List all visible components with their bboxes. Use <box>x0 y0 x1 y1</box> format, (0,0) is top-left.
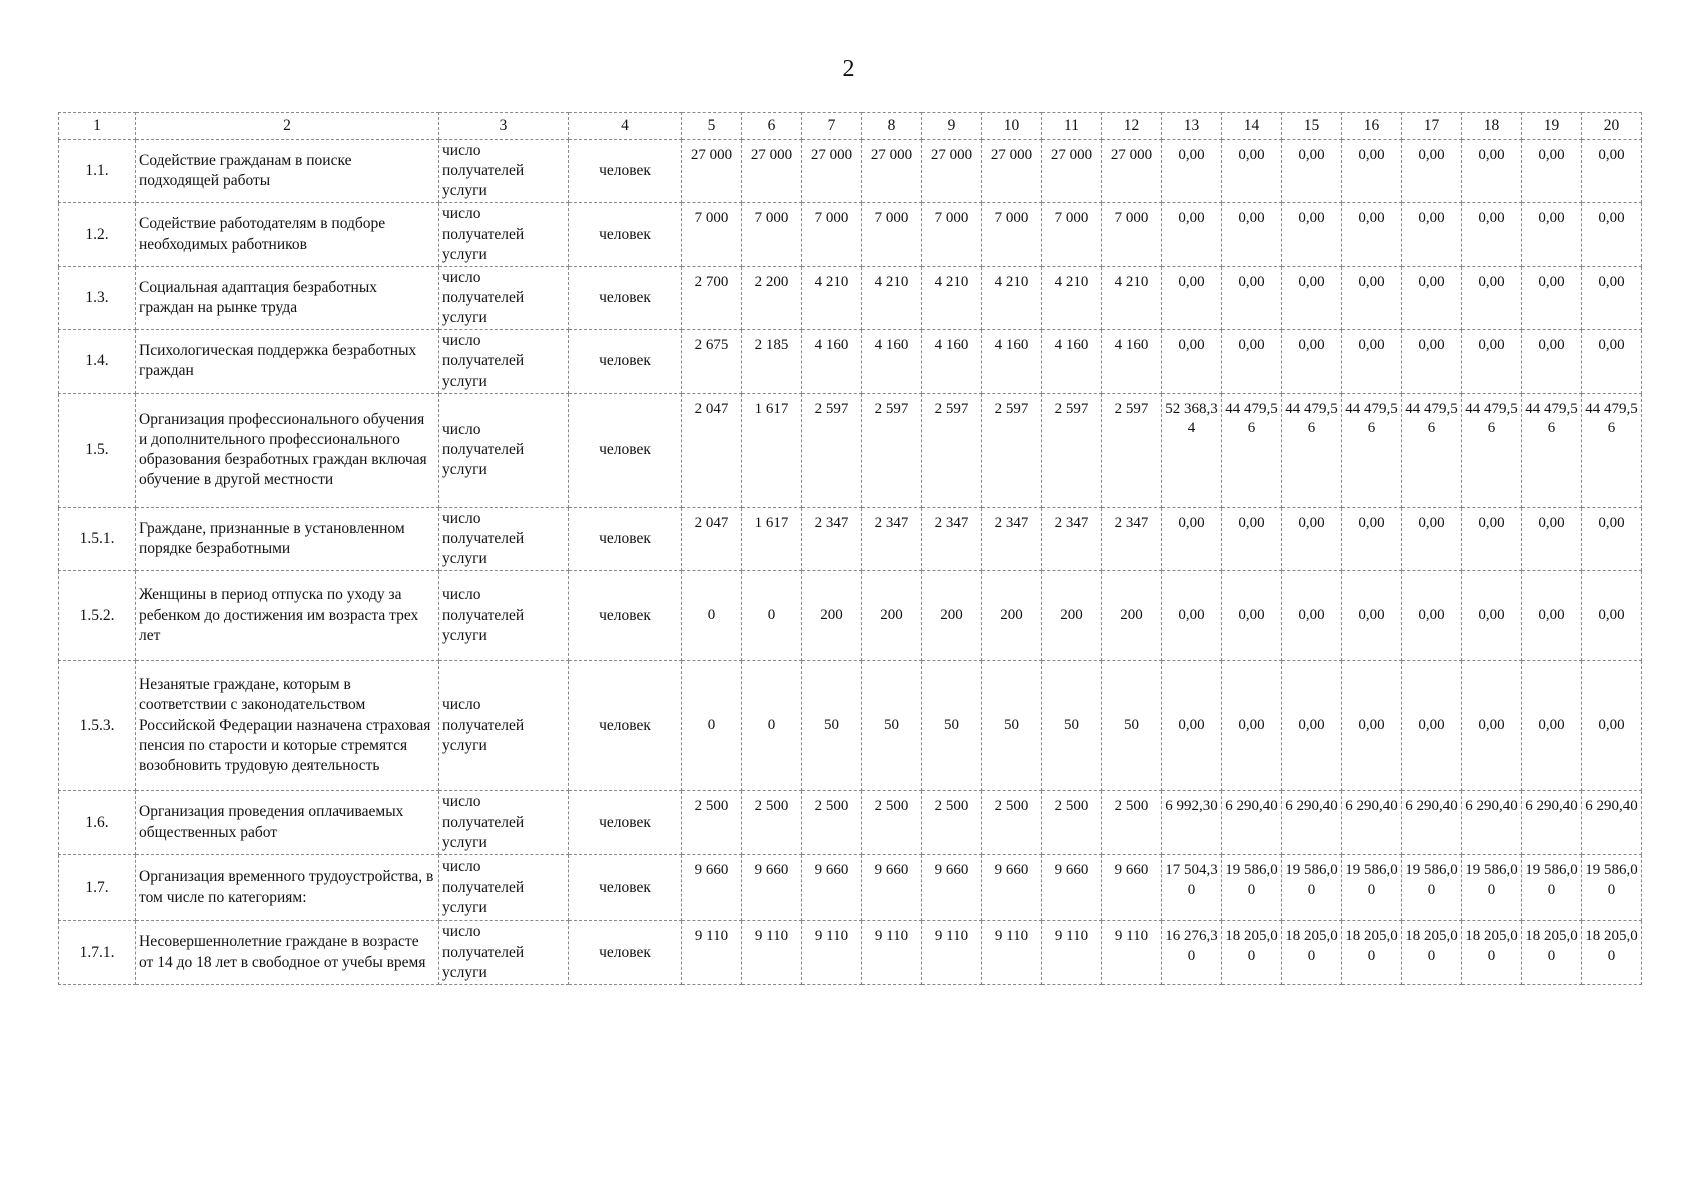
value-cell: 18 205,00 <box>1342 921 1402 985</box>
row-code: 1.5.2. <box>59 571 136 661</box>
value-cell: 1 617 <box>742 393 802 507</box>
value-cell: 0,00 <box>1162 203 1222 266</box>
column-number-header: 20 <box>1582 113 1642 140</box>
value-cell: 19 586,00 <box>1462 855 1522 921</box>
row-code: 1.7.1. <box>59 921 136 985</box>
value-cell: 0,00 <box>1522 330 1582 393</box>
value-cell: 0,00 <box>1162 140 1222 203</box>
value-cell: 2 597 <box>982 393 1042 507</box>
column-number-header: 8 <box>862 113 922 140</box>
table-row <box>59 140 1642 203</box>
value-cell: 0,00 <box>1402 203 1462 266</box>
unit-of-measure: человек <box>569 661 682 791</box>
value-cell: 0,00 <box>1522 507 1582 570</box>
value-cell: 2 200 <box>742 266 802 329</box>
value-cell: 9 110 <box>862 921 922 985</box>
value-cell: 4 160 <box>922 330 982 393</box>
value-cell: 6 992,30 <box>1162 791 1222 855</box>
value-cell: 9 660 <box>862 855 922 921</box>
table-row <box>59 855 1642 921</box>
value-cell: 0,00 <box>1342 571 1402 661</box>
value-cell: 9 110 <box>802 921 862 985</box>
value-cell: 50 <box>922 661 982 791</box>
service-name: Социальная адаптация безработных граждан на рынке труда <box>136 266 439 329</box>
value-cell: 2 675 <box>682 330 742 393</box>
value-cell: 4 160 <box>862 330 922 393</box>
column-number-header: 13 <box>1162 113 1222 140</box>
value-cell: 4 210 <box>922 266 982 329</box>
value-cell: 6 290,40 <box>1582 791 1642 855</box>
value-cell: 9 110 <box>682 921 742 985</box>
unit-of-measure: человек <box>569 571 682 661</box>
value-cell: 0,00 <box>1522 661 1582 791</box>
value-cell: 2 500 <box>802 791 862 855</box>
value-cell: 0,00 <box>1222 140 1282 203</box>
value-cell: 7 000 <box>802 203 862 266</box>
column-number-header: 11 <box>1042 113 1102 140</box>
value-cell: 2 047 <box>682 393 742 507</box>
value-cell: 7 000 <box>1042 203 1102 266</box>
indicator-name: число получателей услуги <box>439 855 569 921</box>
header-row <box>59 113 1642 140</box>
value-cell: 0,00 <box>1222 661 1282 791</box>
value-cell: 2 347 <box>982 507 1042 570</box>
value-cell: 2 500 <box>862 791 922 855</box>
column-number-header: 14 <box>1222 113 1282 140</box>
value-cell: 0,00 <box>1582 266 1642 329</box>
data-table <box>58 112 1642 985</box>
value-cell: 27 000 <box>1042 140 1102 203</box>
value-cell: 9 110 <box>1042 921 1102 985</box>
unit-of-measure: человек <box>569 507 682 570</box>
unit-of-measure: человек <box>569 203 682 266</box>
value-cell: 9 660 <box>682 855 742 921</box>
value-cell: 0,00 <box>1282 140 1342 203</box>
value-cell: 7 000 <box>862 203 922 266</box>
value-cell: 200 <box>862 571 922 661</box>
column-number-header: 19 <box>1522 113 1582 140</box>
value-cell: 0,00 <box>1162 330 1222 393</box>
value-cell: 200 <box>1102 571 1162 661</box>
row-code: 1.2. <box>59 203 136 266</box>
value-cell: 18 205,00 <box>1582 921 1642 985</box>
value-cell: 7 000 <box>682 203 742 266</box>
value-cell: 44 479,56 <box>1522 393 1582 507</box>
value-cell: 0,00 <box>1462 140 1522 203</box>
value-cell: 0,00 <box>1402 507 1462 570</box>
value-cell: 0,00 <box>1522 140 1582 203</box>
value-cell: 19 586,00 <box>1402 855 1462 921</box>
unit-of-measure: человек <box>569 791 682 855</box>
value-cell: 9 660 <box>922 855 982 921</box>
column-number-header: 7 <box>802 113 862 140</box>
table-row <box>59 393 1642 507</box>
value-cell: 0,00 <box>1462 203 1522 266</box>
value-cell: 4 160 <box>802 330 862 393</box>
value-cell: 19 586,00 <box>1582 855 1642 921</box>
unit-of-measure: человек <box>569 140 682 203</box>
value-cell: 0,00 <box>1402 330 1462 393</box>
value-cell: 0,00 <box>1162 507 1222 570</box>
value-cell: 44 479,56 <box>1342 393 1402 507</box>
value-cell: 6 290,40 <box>1402 791 1462 855</box>
value-cell: 2 597 <box>1042 393 1102 507</box>
value-cell: 2 500 <box>1042 791 1102 855</box>
value-cell: 9 660 <box>1042 855 1102 921</box>
row-code: 1.5. <box>59 393 136 507</box>
value-cell: 2 597 <box>1102 393 1162 507</box>
column-number-header: 15 <box>1282 113 1342 140</box>
value-cell: 0 <box>682 661 742 791</box>
value-cell: 16 276,30 <box>1162 921 1222 985</box>
column-number-header: 4 <box>569 113 682 140</box>
value-cell: 0,00 <box>1402 661 1462 791</box>
value-cell: 0,00 <box>1462 507 1522 570</box>
table-row <box>59 507 1642 570</box>
column-number-header: 9 <box>922 113 982 140</box>
service-name: Граждане, признанные в установленном порядке безработными <box>136 507 439 570</box>
indicator-name: число получателей услуги <box>439 507 569 570</box>
indicator-name: число получателей услуги <box>439 791 569 855</box>
value-cell: 27 000 <box>682 140 742 203</box>
value-cell: 0,00 <box>1162 266 1222 329</box>
value-cell: 2 347 <box>802 507 862 570</box>
value-cell: 2 700 <box>682 266 742 329</box>
column-number-header: 5 <box>682 113 742 140</box>
value-cell: 0,00 <box>1402 571 1462 661</box>
value-cell: 4 160 <box>982 330 1042 393</box>
value-cell: 6 290,40 <box>1282 791 1342 855</box>
value-cell: 44 479,56 <box>1582 393 1642 507</box>
value-cell: 2 047 <box>682 507 742 570</box>
value-cell: 1 617 <box>742 507 802 570</box>
value-cell: 0,00 <box>1582 507 1642 570</box>
value-cell: 0,00 <box>1282 266 1342 329</box>
value-cell: 0,00 <box>1522 266 1582 329</box>
value-cell: 0,00 <box>1582 203 1642 266</box>
value-cell: 0,00 <box>1462 330 1522 393</box>
table-row <box>59 266 1642 329</box>
value-cell: 7 000 <box>982 203 1042 266</box>
value-cell: 6 290,40 <box>1522 791 1582 855</box>
value-cell: 50 <box>982 661 1042 791</box>
value-cell: 9 660 <box>982 855 1042 921</box>
value-cell: 0,00 <box>1582 661 1642 791</box>
value-cell: 9 660 <box>1102 855 1162 921</box>
value-cell: 4 160 <box>1102 330 1162 393</box>
value-cell: 2 185 <box>742 330 802 393</box>
value-cell: 27 000 <box>802 140 862 203</box>
column-number-header: 3 <box>439 113 569 140</box>
value-cell: 200 <box>1042 571 1102 661</box>
value-cell: 0,00 <box>1402 266 1462 329</box>
value-cell: 18 205,00 <box>1282 921 1342 985</box>
table-row <box>59 203 1642 266</box>
value-cell: 0,00 <box>1222 507 1282 570</box>
value-cell: 0,00 <box>1462 661 1522 791</box>
value-cell: 0,00 <box>1342 507 1402 570</box>
value-cell: 7 000 <box>1102 203 1162 266</box>
value-cell: 50 <box>1102 661 1162 791</box>
row-code: 1.5.3. <box>59 661 136 791</box>
value-cell: 0,00 <box>1342 203 1402 266</box>
value-cell: 0,00 <box>1342 266 1402 329</box>
value-cell: 0 <box>682 571 742 661</box>
value-cell: 4 210 <box>982 266 1042 329</box>
value-cell: 9 110 <box>1102 921 1162 985</box>
value-cell: 4 210 <box>862 266 922 329</box>
value-cell: 2 347 <box>1042 507 1102 570</box>
value-cell: 18 205,00 <box>1402 921 1462 985</box>
row-code: 1.3. <box>59 266 136 329</box>
value-cell: 9 110 <box>982 921 1042 985</box>
value-cell: 2 597 <box>802 393 862 507</box>
indicator-name: число получателей услуги <box>439 661 569 791</box>
value-cell: 44 479,56 <box>1402 393 1462 507</box>
value-cell: 7 000 <box>742 203 802 266</box>
service-name: Психологическая поддержка безработных граждан <box>136 330 439 393</box>
service-name: Организация проведения оплачиваемых общественных работ <box>136 791 439 855</box>
value-cell: 0,00 <box>1522 571 1582 661</box>
value-cell: 52 368,34 <box>1162 393 1222 507</box>
value-cell: 27 000 <box>982 140 1042 203</box>
value-cell: 27 000 <box>1102 140 1162 203</box>
value-cell: 0,00 <box>1402 140 1462 203</box>
value-cell: 50 <box>802 661 862 791</box>
value-cell: 19 586,00 <box>1522 855 1582 921</box>
value-cell: 7 000 <box>922 203 982 266</box>
value-cell: 4 210 <box>1102 266 1162 329</box>
value-cell: 2 347 <box>922 507 982 570</box>
value-cell: 0,00 <box>1342 330 1402 393</box>
indicator-name: число получателей услуги <box>439 393 569 507</box>
value-cell: 19 586,00 <box>1222 855 1282 921</box>
value-cell: 0 <box>742 571 802 661</box>
value-cell: 27 000 <box>742 140 802 203</box>
value-cell: 0,00 <box>1162 571 1222 661</box>
value-cell: 44 479,56 <box>1462 393 1522 507</box>
service-name: Несовершеннолетние граждане в возрасте от 14 до 18 лет в свободное от учебы время <box>136 921 439 985</box>
value-cell: 0,00 <box>1282 507 1342 570</box>
value-cell: 44 479,56 <box>1282 393 1342 507</box>
value-cell: 2 597 <box>862 393 922 507</box>
value-cell: 27 000 <box>922 140 982 203</box>
service-name: Содействие гражданам в поиске подходящей работы <box>136 140 439 203</box>
value-cell: 9 110 <box>922 921 982 985</box>
column-number-header: 1 <box>59 113 136 140</box>
indicator-name: число получателей услуги <box>439 203 569 266</box>
column-number-header: 16 <box>1342 113 1402 140</box>
value-cell: 6 290,40 <box>1342 791 1402 855</box>
service-name: Незанятые граждане, которым в соответствии с законодательством Российской Федерации назначена страховая пенсия по старости и которые стремятся возобновить трудовую деятельность <box>136 661 439 791</box>
unit-of-measure: человек <box>569 393 682 507</box>
value-cell: 19 586,00 <box>1342 855 1402 921</box>
service-name: Организация временного трудоустройства, в том числе по категориям: <box>136 855 439 921</box>
value-cell: 2 500 <box>1102 791 1162 855</box>
value-cell: 9 660 <box>802 855 862 921</box>
unit-of-measure: человек <box>569 330 682 393</box>
row-code: 1.5.1. <box>59 507 136 570</box>
value-cell: 0,00 <box>1342 140 1402 203</box>
table-row <box>59 921 1642 985</box>
row-code: 1.1. <box>59 140 136 203</box>
value-cell: 0,00 <box>1222 266 1282 329</box>
value-cell: 6 290,40 <box>1462 791 1522 855</box>
unit-of-measure: человек <box>569 921 682 985</box>
value-cell: 200 <box>802 571 862 661</box>
service-name: Содействие работодателям в подборе необходимых работников <box>136 203 439 266</box>
value-cell: 0,00 <box>1582 571 1642 661</box>
service-name: Организация профессионального обучения и дополнительного профессионального образования безработных граждан включая обучение в другой местности <box>136 393 439 507</box>
column-number-header: 18 <box>1462 113 1522 140</box>
value-cell: 2 500 <box>682 791 742 855</box>
service-name: Женщины в период отпуска по уходу за ребенком до достижения им возраста трех лет <box>136 571 439 661</box>
indicator-name: число получателей услуги <box>439 921 569 985</box>
column-number-header: 10 <box>982 113 1042 140</box>
value-cell: 2 500 <box>922 791 982 855</box>
table-row <box>59 661 1642 791</box>
value-cell: 50 <box>862 661 922 791</box>
value-cell: 0,00 <box>1462 571 1522 661</box>
value-cell: 0,00 <box>1222 571 1282 661</box>
value-cell: 0,00 <box>1222 330 1282 393</box>
value-cell: 200 <box>922 571 982 661</box>
value-cell: 2 500 <box>742 791 802 855</box>
unit-of-measure: человек <box>569 266 682 329</box>
value-cell: 0,00 <box>1222 203 1282 266</box>
value-cell: 200 <box>982 571 1042 661</box>
column-number-header: 6 <box>742 113 802 140</box>
table-row <box>59 791 1642 855</box>
value-cell: 0,00 <box>1282 330 1342 393</box>
value-cell: 0,00 <box>1282 203 1342 266</box>
value-cell: 0 <box>742 661 802 791</box>
page-number: 2 <box>842 56 855 82</box>
value-cell: 0,00 <box>1582 330 1642 393</box>
column-number-header: 12 <box>1102 113 1162 140</box>
table-row <box>59 330 1642 393</box>
value-cell: 6 290,40 <box>1222 791 1282 855</box>
value-cell: 2 500 <box>982 791 1042 855</box>
value-cell: 0,00 <box>1462 266 1522 329</box>
value-cell: 18 205,00 <box>1462 921 1522 985</box>
indicator-name: число получателей услуги <box>439 571 569 661</box>
value-cell: 50 <box>1042 661 1102 791</box>
value-cell: 18 205,00 <box>1522 921 1582 985</box>
value-cell: 4 210 <box>1042 266 1102 329</box>
column-number-header: 2 <box>136 113 439 140</box>
row-code: 1.7. <box>59 855 136 921</box>
value-cell: 4 160 <box>1042 330 1102 393</box>
row-code: 1.6. <box>59 791 136 855</box>
value-cell: 44 479,56 <box>1222 393 1282 507</box>
table-row <box>59 571 1642 661</box>
value-cell: 4 210 <box>802 266 862 329</box>
indicator-name: число получателей услуги <box>439 140 569 203</box>
value-cell: 9 110 <box>742 921 802 985</box>
value-cell: 17 504,30 <box>1162 855 1222 921</box>
value-cell: 0,00 <box>1522 203 1582 266</box>
value-cell: 2 597 <box>922 393 982 507</box>
unit-of-measure: человек <box>569 855 682 921</box>
value-cell: 0,00 <box>1162 661 1222 791</box>
indicator-name: число получателей услуги <box>439 330 569 393</box>
value-cell: 0,00 <box>1582 140 1642 203</box>
indicator-name: число получателей услуги <box>439 266 569 329</box>
value-cell: 19 586,00 <box>1282 855 1342 921</box>
value-cell: 9 660 <box>742 855 802 921</box>
value-cell: 2 347 <box>862 507 922 570</box>
value-cell: 2 347 <box>1102 507 1162 570</box>
value-cell: 27 000 <box>862 140 922 203</box>
value-cell: 0,00 <box>1282 661 1342 791</box>
value-cell: 18 205,00 <box>1222 921 1282 985</box>
column-number-header: 17 <box>1402 113 1462 140</box>
row-code: 1.4. <box>59 330 136 393</box>
value-cell: 0,00 <box>1282 571 1342 661</box>
value-cell: 0,00 <box>1342 661 1402 791</box>
